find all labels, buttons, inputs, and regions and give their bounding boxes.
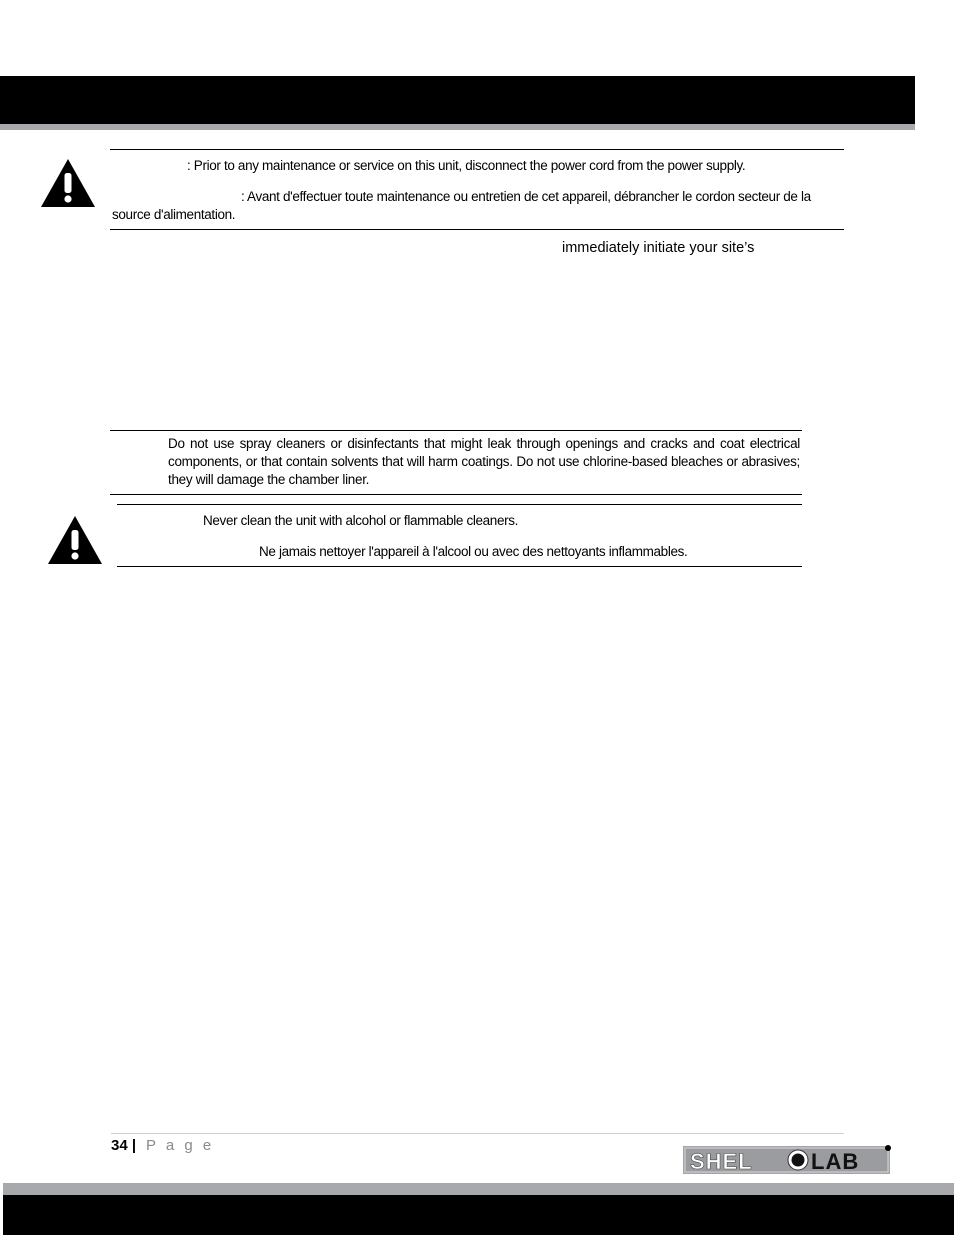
caution-bottom-rule (110, 494, 802, 495)
warning2-french-text: Ne jamais nettoyer l'appareil à l'alcool ou avec des nettoyants inflammables. (259, 544, 688, 559)
warning-triangle-icon (47, 515, 103, 565)
warning-english-text: : Prior to any maintenance or service on this unit, disconnect the power cord from the power supply. (187, 158, 746, 173)
footer-rule (111, 1133, 844, 1134)
warning-french-text-continued: source d'alimentation. (112, 207, 236, 222)
warning2-bottom-rule (117, 566, 802, 567)
warning-top-rule (110, 149, 844, 150)
warning-triangle-icon (40, 158, 96, 208)
page-number: 34 | (111, 1137, 137, 1154)
warning-french-text: : Avant d'effectuer toute maintenance ou entretien de cet appareil, débrancher le cordon secteur de la (241, 189, 811, 204)
body-text-fragment: immediately initiate your site’s (562, 240, 755, 256)
header-black-band (0, 76, 915, 124)
footer-black-band (3, 1195, 954, 1235)
warning2-top-rule (117, 504, 802, 505)
shellab-logo (683, 1143, 891, 1176)
warning-bottom-rule (110, 229, 844, 230)
warning2-english-text: Never clean the unit with alcohol or flammable cleaners. (203, 513, 519, 528)
footer-gray-band (3, 1183, 954, 1195)
logo-text-right: LAB (811, 1149, 860, 1174)
caution-text: Do not use spray cleaners or disinfectants that might leak through openings and cracks and coat electrical components, or that contain solvents that will harm coatings. Do not use chlorine-based bleaches or abrasives; they will damage the chamber liner. (168, 436, 800, 487)
logo-text-left: SHEL (690, 1149, 753, 1174)
page-label: P a g e (146, 1137, 215, 1154)
header-gray-band (0, 124, 915, 130)
caution-top-rule (110, 430, 802, 431)
